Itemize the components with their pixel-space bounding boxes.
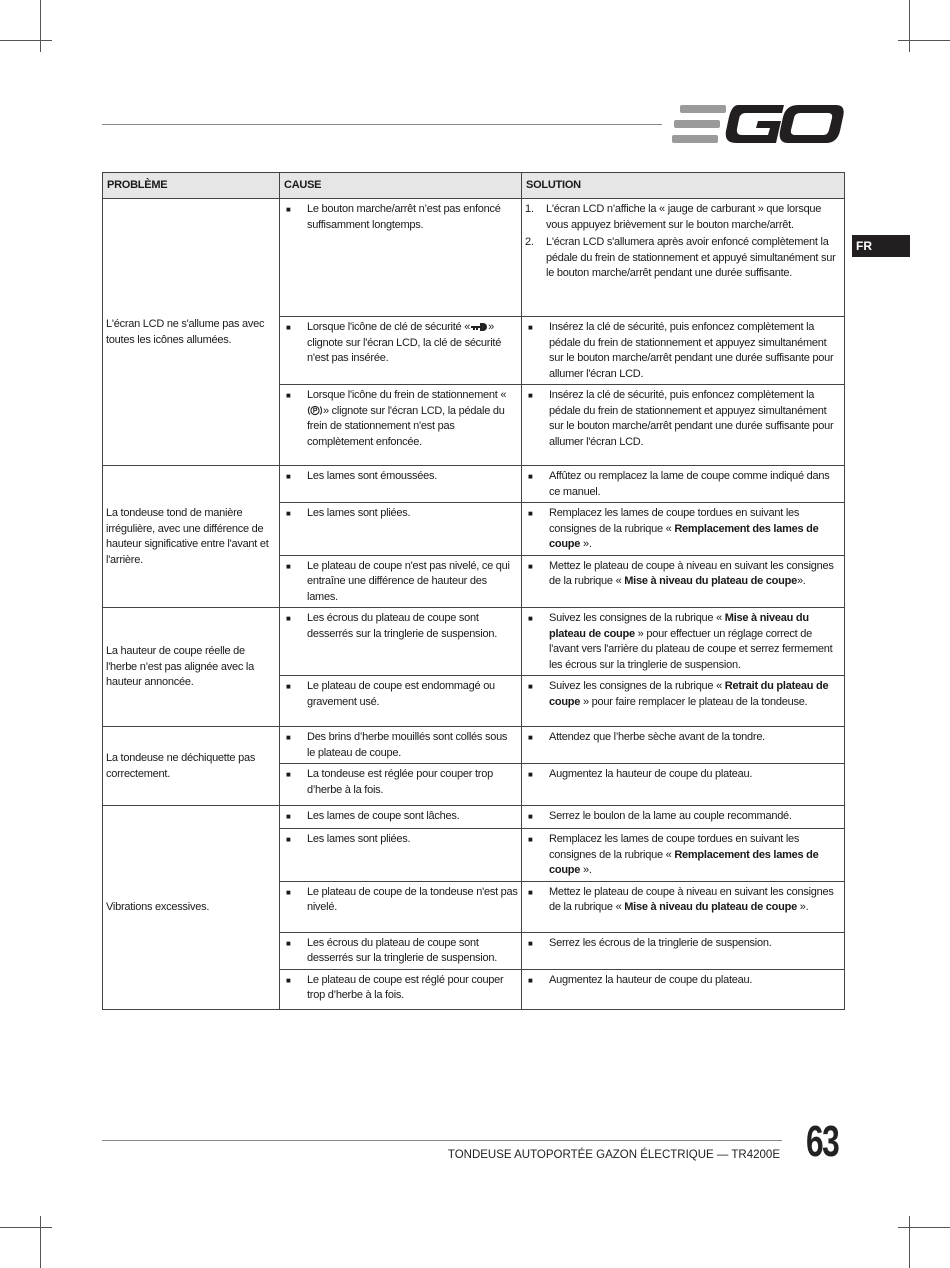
cause-cell: ■ Des brins d’herbe mouillés sont collés sous le plateau de coupe. — [280, 727, 522, 764]
footer-rule — [102, 1140, 782, 1141]
header-cause: CAUSE — [280, 173, 522, 199]
problem-cell: La hauteur de coupe réelle de l'herbe n’est pas alignée avec la hauteur annoncée. — [103, 608, 280, 727]
ego-logo — [672, 103, 844, 145]
solution-cell: ■ Insérez la clé de sécurité, puis enfoncez complètement la pédale du frein de stationnement et appuyez simultanément sur le bouton marche/arrêt pendant une durée suffisante pour allumer l'écran LCD. — [522, 385, 845, 466]
solution-cell: ■ Attendez que l’herbe sèche avant de la tondre. — [522, 727, 845, 764]
solution-cell: ■ Affûtez ou remplacez la lame de coupe comme indiqué dans ce manuel. — [522, 466, 845, 503]
table-row — [103, 199, 845, 317]
solution-cell: ■ Suivez les consignes de la rubrique « Mise à niveau du plateau de coupe » pour effectuer un réglage correct de l'avant vers l'arrière du plateau de coupe et serrez fermement les écrous sur la tringlerie de suspension. — [522, 608, 845, 676]
crop-mark — [40, 0, 41, 52]
language-tab: FR — [852, 235, 910, 257]
table-row — [103, 608, 845, 676]
parking-brake-icon — [307, 404, 323, 417]
page-number: 63 — [806, 1117, 839, 1166]
cause-cell: ■ Lorsque l'icône de clé de sécurité « » clignote sur l'écran LCD, la clé de sécurité n'est pas insérée. — [280, 317, 522, 385]
header-probleme: PROBLÈME — [103, 173, 280, 199]
cause-cell: ■ Le bouton marche/arrêt n’est pas enfoncé suffisamment longtemps. — [280, 199, 522, 317]
solution-cell: ■ Augmentez la hauteur de coupe du plateau. — [522, 764, 845, 806]
header-solution: SOLUTION — [522, 173, 845, 199]
cause-cell: ■ La tondeuse est réglée pour couper trop d’herbe à la fois. — [280, 764, 522, 806]
solution-cell: 1. L'écran LCD n’affiche la « jauge de carburant » que lorsque vous appuyez brièvement sur le bouton marche/arrêt. 2. L'écran LCD s'allumera après avoir enfoncé complètement la pédale du frein de stationnement et appuyé simultanément sur le bouton marche/arrêt pendant une durée suffisante. — [522, 199, 845, 317]
problem-cell: La tondeuse ne déchiquette pas correctement. — [103, 727, 280, 806]
crop-mark — [909, 0, 910, 52]
cause-cell: ■ Le plateau de coupe est endommagé ou gravement usé. — [280, 676, 522, 727]
table-header-row — [103, 173, 845, 199]
solution-cell: ■ Suivez les consignes de la rubrique « Retrait du plateau de coupe » pour faire remplacer le plateau de la tondeuse. — [522, 676, 845, 727]
solution-cell: ■ Remplacez les lames de coupe tordues en suivant les consignes de la rubrique « Remplacement des lames de coupe ». — [522, 829, 845, 882]
footer-product-title: TONDEUSE AUTOPORTÉE GAZON ÉLECTRIQUE — TR4200E — [447, 1149, 780, 1161]
header-rule — [102, 124, 662, 125]
crop-mark — [0, 40, 52, 41]
crop-mark — [40, 1216, 41, 1268]
solution-cell: ■ Insérez la clé de sécurité, puis enfoncez complètement la pédale du frein de stationnement et appuyez simultanément sur le bouton marche/arrêt pendant une durée suffisante pour allumer l'écran LCD. — [522, 317, 845, 385]
cause-cell: ■ Le plateau de coupe est réglé pour couper trop d’herbe à la fois. — [280, 969, 522, 1009]
cause-cell: ■ Lorsque l'icône du frein de stationnement «» clignote sur l'écran LCD, la pédale du frein de stationnement n'est pas complètement enfoncée. — [280, 385, 522, 466]
crop-mark — [909, 1216, 910, 1268]
cause-cell: ■ Les lames de coupe sont lâches. — [280, 806, 522, 829]
problem-cell: La tondeuse tond de manière irrégulière, avec une différence de hauteur significative entre l'avant et l'arrière. — [103, 466, 280, 608]
problem-cell: Vibrations excessives. — [103, 806, 280, 1010]
cause-cell: ■ Le plateau de coupe de la tondeuse n'est pas nivelé. — [280, 881, 522, 932]
security-key-icon — [470, 322, 488, 332]
problem-cell: L'écran LCD ne s'allume pas avec toutes les icônes allumées. — [103, 199, 280, 466]
cause-cell: ■ Le plateau de coupe n'est pas nivelé, ce qui entraîne une différence de hauteur des lames. — [280, 555, 522, 608]
table-row — [103, 466, 845, 503]
cause-cell: ■ Les écrous du plateau de coupe sont desserrés sur la tringlerie de suspension. — [280, 932, 522, 969]
cause-cell: ■ Les lames sont pliées. — [280, 503, 522, 556]
solution-cell: ■ Mettez le plateau de coupe à niveau en suivant les consignes de la rubrique « Mise à niveau du plateau de coupe ». — [522, 881, 845, 932]
cause-cell: ■ Les lames sont pliées. — [280, 829, 522, 882]
table-row — [103, 806, 845, 829]
cause-cell: ■ Les écrous du plateau de coupe sont desserrés sur la tringlerie de suspension. — [280, 608, 522, 676]
cause-cell: ■ Les lames sont émoussées. — [280, 466, 522, 503]
solution-cell: ■ Remplacez les lames de coupe tordues en suivant les consignes de la rubrique « Remplacement des lames de coupe ». — [522, 503, 845, 556]
solution-cell: ■ Mettez le plateau de coupe à niveau en suivant les consignes de la rubrique « Mise à niveau du plateau de coupe». — [522, 555, 845, 608]
solution-cell: ■ Serrez les écrous de la tringlerie de suspension. — [522, 932, 845, 969]
crop-mark — [0, 1227, 52, 1228]
troubleshooting-table — [102, 172, 845, 1010]
crop-mark — [898, 40, 950, 41]
solution-cell: ■ Serrez le boulon de la lame au couple recommandé. — [522, 806, 845, 829]
solution-cell: ■ Augmentez la hauteur de coupe du plateau. — [522, 969, 845, 1009]
crop-mark — [898, 1227, 950, 1228]
table-row — [103, 727, 845, 764]
